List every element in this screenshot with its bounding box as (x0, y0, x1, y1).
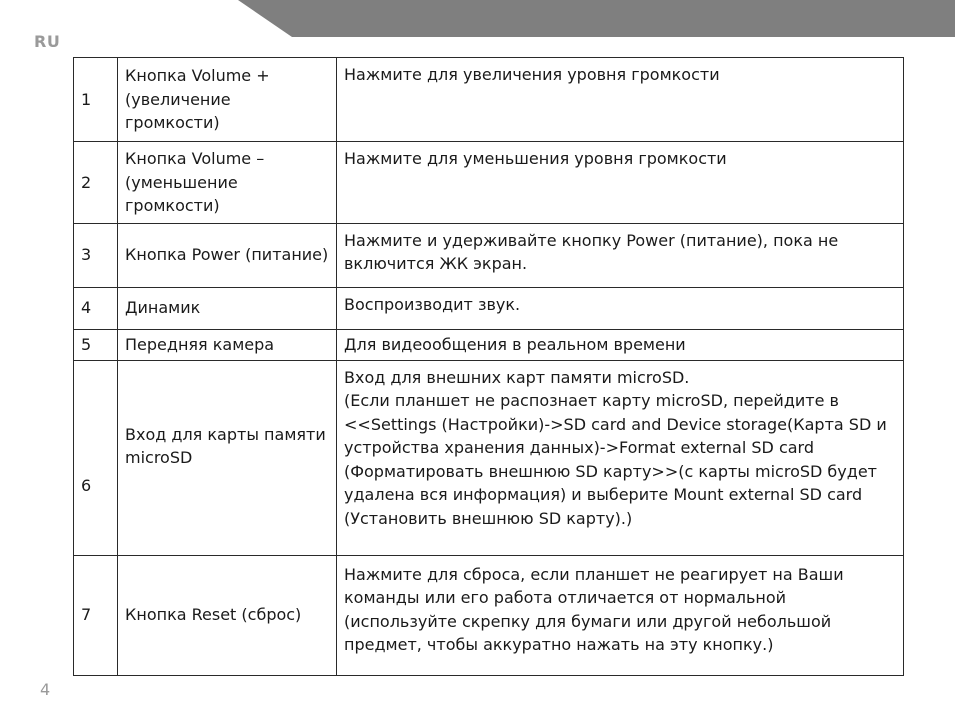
row-description (337, 360, 904, 555)
description-line: Вход для внешних карт памяти microSD. (344, 367, 690, 387)
row-number: 4 (74, 287, 118, 329)
row-item-name: Передняя камера (118, 329, 337, 360)
header-band (0, 0, 955, 40)
table-row (74, 287, 904, 329)
description-line: (Если планшет не распознает карту microSD, перейдите в <<Settings (Настройки)->SD card and Device storage(Карта SD и устройства хранения данных)->Format external SD card (Форматировать внешнюю SD карту>>(с карты microSD будет удалена вся информация) и выберите Mount external SD card (Установить внешнюю SD карту).) (344, 391, 887, 528)
row-description (337, 555, 904, 675)
row-item-name: Кнопка Reset (сброс) (118, 555, 337, 675)
row-description (337, 142, 904, 224)
description-line: Нажмите для сброса, если планшет не реагирует на Ваши команды или его работа отличается от нормальной (используйте скрепку для бумаги или другой небольшой предмет, чтобы аккуратно нажать на эту кнопку.) (344, 564, 844, 654)
description-line: Нажмите для увеличения уровня громкости (344, 65, 720, 84)
row-number: 6 (74, 360, 118, 555)
description-line: Нажмите и удерживайте кнопку Power (питание), пока не включится ЖК экран. (344, 230, 839, 273)
row-item-name: Вход для карты памяти microSD (118, 360, 337, 555)
description-line: Для видеообщения в реальном времени (344, 334, 686, 354)
table-row (74, 329, 904, 360)
row-item-name: Динамик (118, 287, 337, 329)
page-number: 4 (40, 680, 51, 699)
row-number: 5 (74, 329, 118, 360)
table-row (74, 360, 904, 555)
description-line: Нажмите для уменьшения уровня громкости (344, 149, 727, 168)
language-label: RU (34, 32, 61, 51)
table-row (74, 555, 904, 675)
features-table (73, 57, 904, 676)
description-line: Воспроизводит звук. (344, 294, 521, 314)
row-item-name: Кнопка Volume + (увеличение громкости) (118, 58, 337, 142)
row-number: 2 (74, 142, 118, 224)
table-row (74, 223, 904, 287)
table-row (74, 142, 904, 224)
row-description (337, 329, 904, 360)
row-item-name: Кнопка Power (питание) (118, 223, 337, 287)
row-number: 7 (74, 555, 118, 675)
table-row (74, 58, 904, 142)
row-number: 3 (74, 223, 118, 287)
row-description (337, 287, 904, 329)
row-item-name: Кнопка Volume – (уменьшение громкости) (118, 142, 337, 224)
row-description (337, 223, 904, 287)
row-number: 1 (74, 58, 118, 142)
row-description (337, 58, 904, 142)
